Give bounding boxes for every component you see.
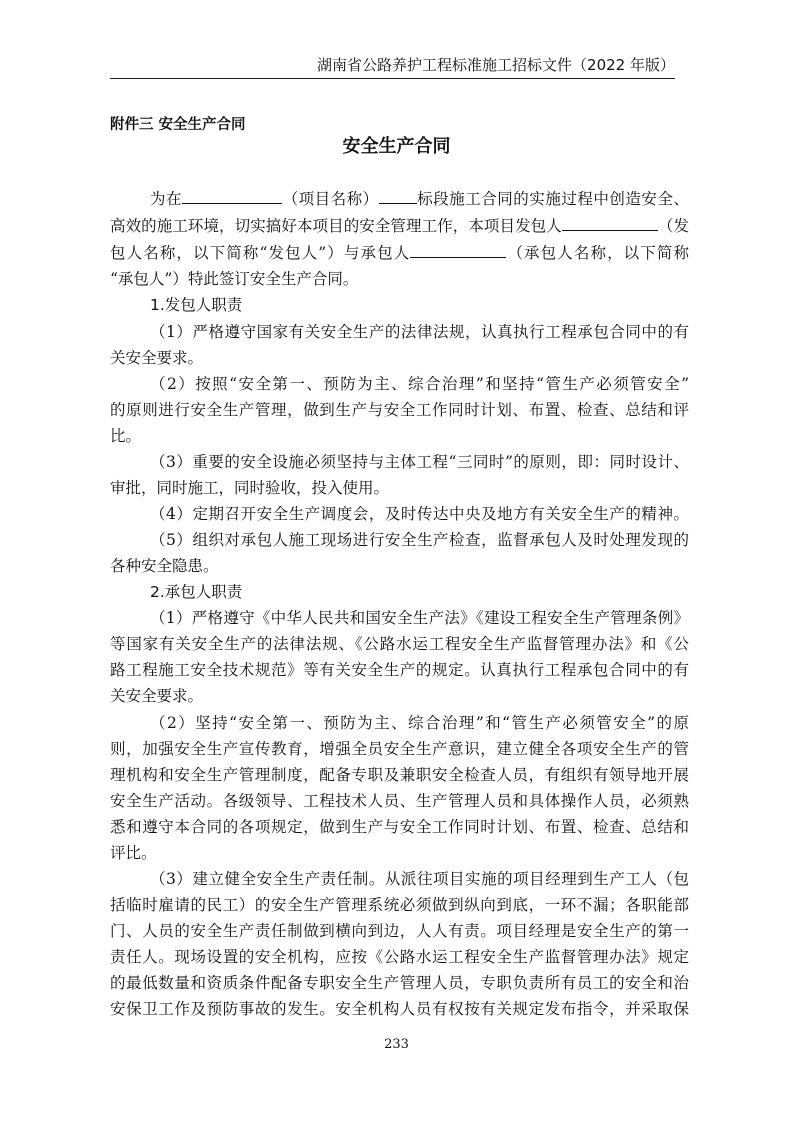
s2-line-12: 括临时雇请的民工）的安全生产管理系统必须做到纵向到底，一环不漏；各职能部 <box>110 896 689 914</box>
page-number: 233 <box>384 1037 409 1052</box>
s2-line-2: 等国家有关安全生产的法律法规、《公路水运工程安全生产监督管理办法》和《公 <box>110 635 689 653</box>
intro-line-2: 高效的施工环境，切实搞好本项目的安全管理工作，本项目发包人 （发 <box>110 214 689 236</box>
s1-line-5: 比。 <box>110 427 142 445</box>
s1-line-6: （3）重要的安全设施必须坚持与主体工程“三同时”的原则，即：同时设计、 <box>150 453 689 471</box>
s1-line-1: （1）严格遵守国家有关安全生产的法律法规，认真执行工程承包合同中的有 <box>150 323 689 341</box>
s2-line-15: 的最低数量和资质条件配备专职安全生产管理人员，专职负责所有员工的安全和治 <box>110 974 689 992</box>
intro-line-1: 为在 （项目名称） 标段施工合同的实施过程中创造安全、 <box>150 187 689 209</box>
section-2-heading: 2.承包人职责 <box>150 583 243 601</box>
s2-line-1: （1）严格遵守《中华人民共和国安全生产法》《建设工程安全生产管理条例》 <box>150 609 689 627</box>
s2-line-5: （2）坚持“安全第一、预防为主、综合治理”和“管生产必须管安全”的原 <box>150 714 689 732</box>
s2-line-16: 安保卫工作及预防事故的发生。安全机构人员有权按有关规定发布指令，并采取保 <box>110 1000 689 1018</box>
section-number-blank <box>379 187 417 204</box>
employer-name-blank <box>562 214 658 231</box>
s2-line-9: 悉和遵守本合同的各项规定，做到生产与安全工作同时计划、布置、检查、总结和 <box>110 818 689 836</box>
s2-line-7: 理机构和安全生产管理制度，配备专职及兼职安全检查人员，有组织有领导地开展 <box>110 766 689 784</box>
running-header <box>110 52 675 79</box>
s1-line-2: 关安全要求。 <box>110 349 204 367</box>
intro-line-4: “承包人”）特此签订安全生产合同。 <box>110 270 359 288</box>
s1-line-7: 审批，同时施工，同时验收，投入使用。 <box>110 479 390 497</box>
s2-line-13: 门、人员的安全生产责任制做到横向到边，人人有责。项目经理是安全生产的第一 <box>110 922 689 940</box>
s2-line-14: 责任人。现场设置的安全机构，应按《公路水运工程安全生产监督管理办法》规定 <box>110 948 689 966</box>
s2-line-11: （3）建立健全安全生产责任制。从派往项目实施的项目经理到生产工人（包 <box>150 870 689 888</box>
s2-line-8: 安全生产活动。各级领导、工程技术人员、生产管理人员和具体操作人员，必须熟 <box>110 792 689 810</box>
project-name-blank <box>182 187 282 204</box>
s2-line-4: 关安全要求。 <box>110 687 204 705</box>
s1-line-8: （4）定期召开安全生产调度会，及时传达中央及地方有关安全生产的精神。 <box>150 505 689 523</box>
s1-line-3: （2）按照“安全第一、预防为主、综合治理”和坚持“管生产必须管安全” <box>150 375 689 393</box>
attachment-label: 附件三 安全生产合同 <box>110 117 246 133</box>
running-header-title: 湖南省公路养护工程标准施工招标文件（2022 年版） <box>317 56 675 74</box>
s1-line-9: （5）组织对承包人施工现场进行安全生产检查，监督承包人及时处理发现的 <box>150 531 689 549</box>
s1-line-4: 的原则进行安全生产管理，做到生产与安全工作同时计划、布置、检查、总结和评 <box>110 401 689 419</box>
s2-line-6: 则，加强安全生产宣传教育，增强全员安全生产意识，建立健全各项安全生产的管 <box>110 740 689 758</box>
intro-line-3: 包人名称，以下简称“发包人”）与承包人 （承包人名称，以下简称 <box>110 241 689 263</box>
s2-line-3: 路工程施工安全技术规范》等有关安全生产的规定。认真执行工程承包合同中的有 <box>110 661 689 679</box>
s2-line-10: 评比。 <box>110 844 157 862</box>
contractor-name-blank <box>410 241 506 258</box>
section-1-heading: 1.发包人职责 <box>150 296 243 314</box>
s1-line-10: 各种安全隐患。 <box>110 557 219 575</box>
document-title: 安全生产合同 <box>342 136 451 157</box>
